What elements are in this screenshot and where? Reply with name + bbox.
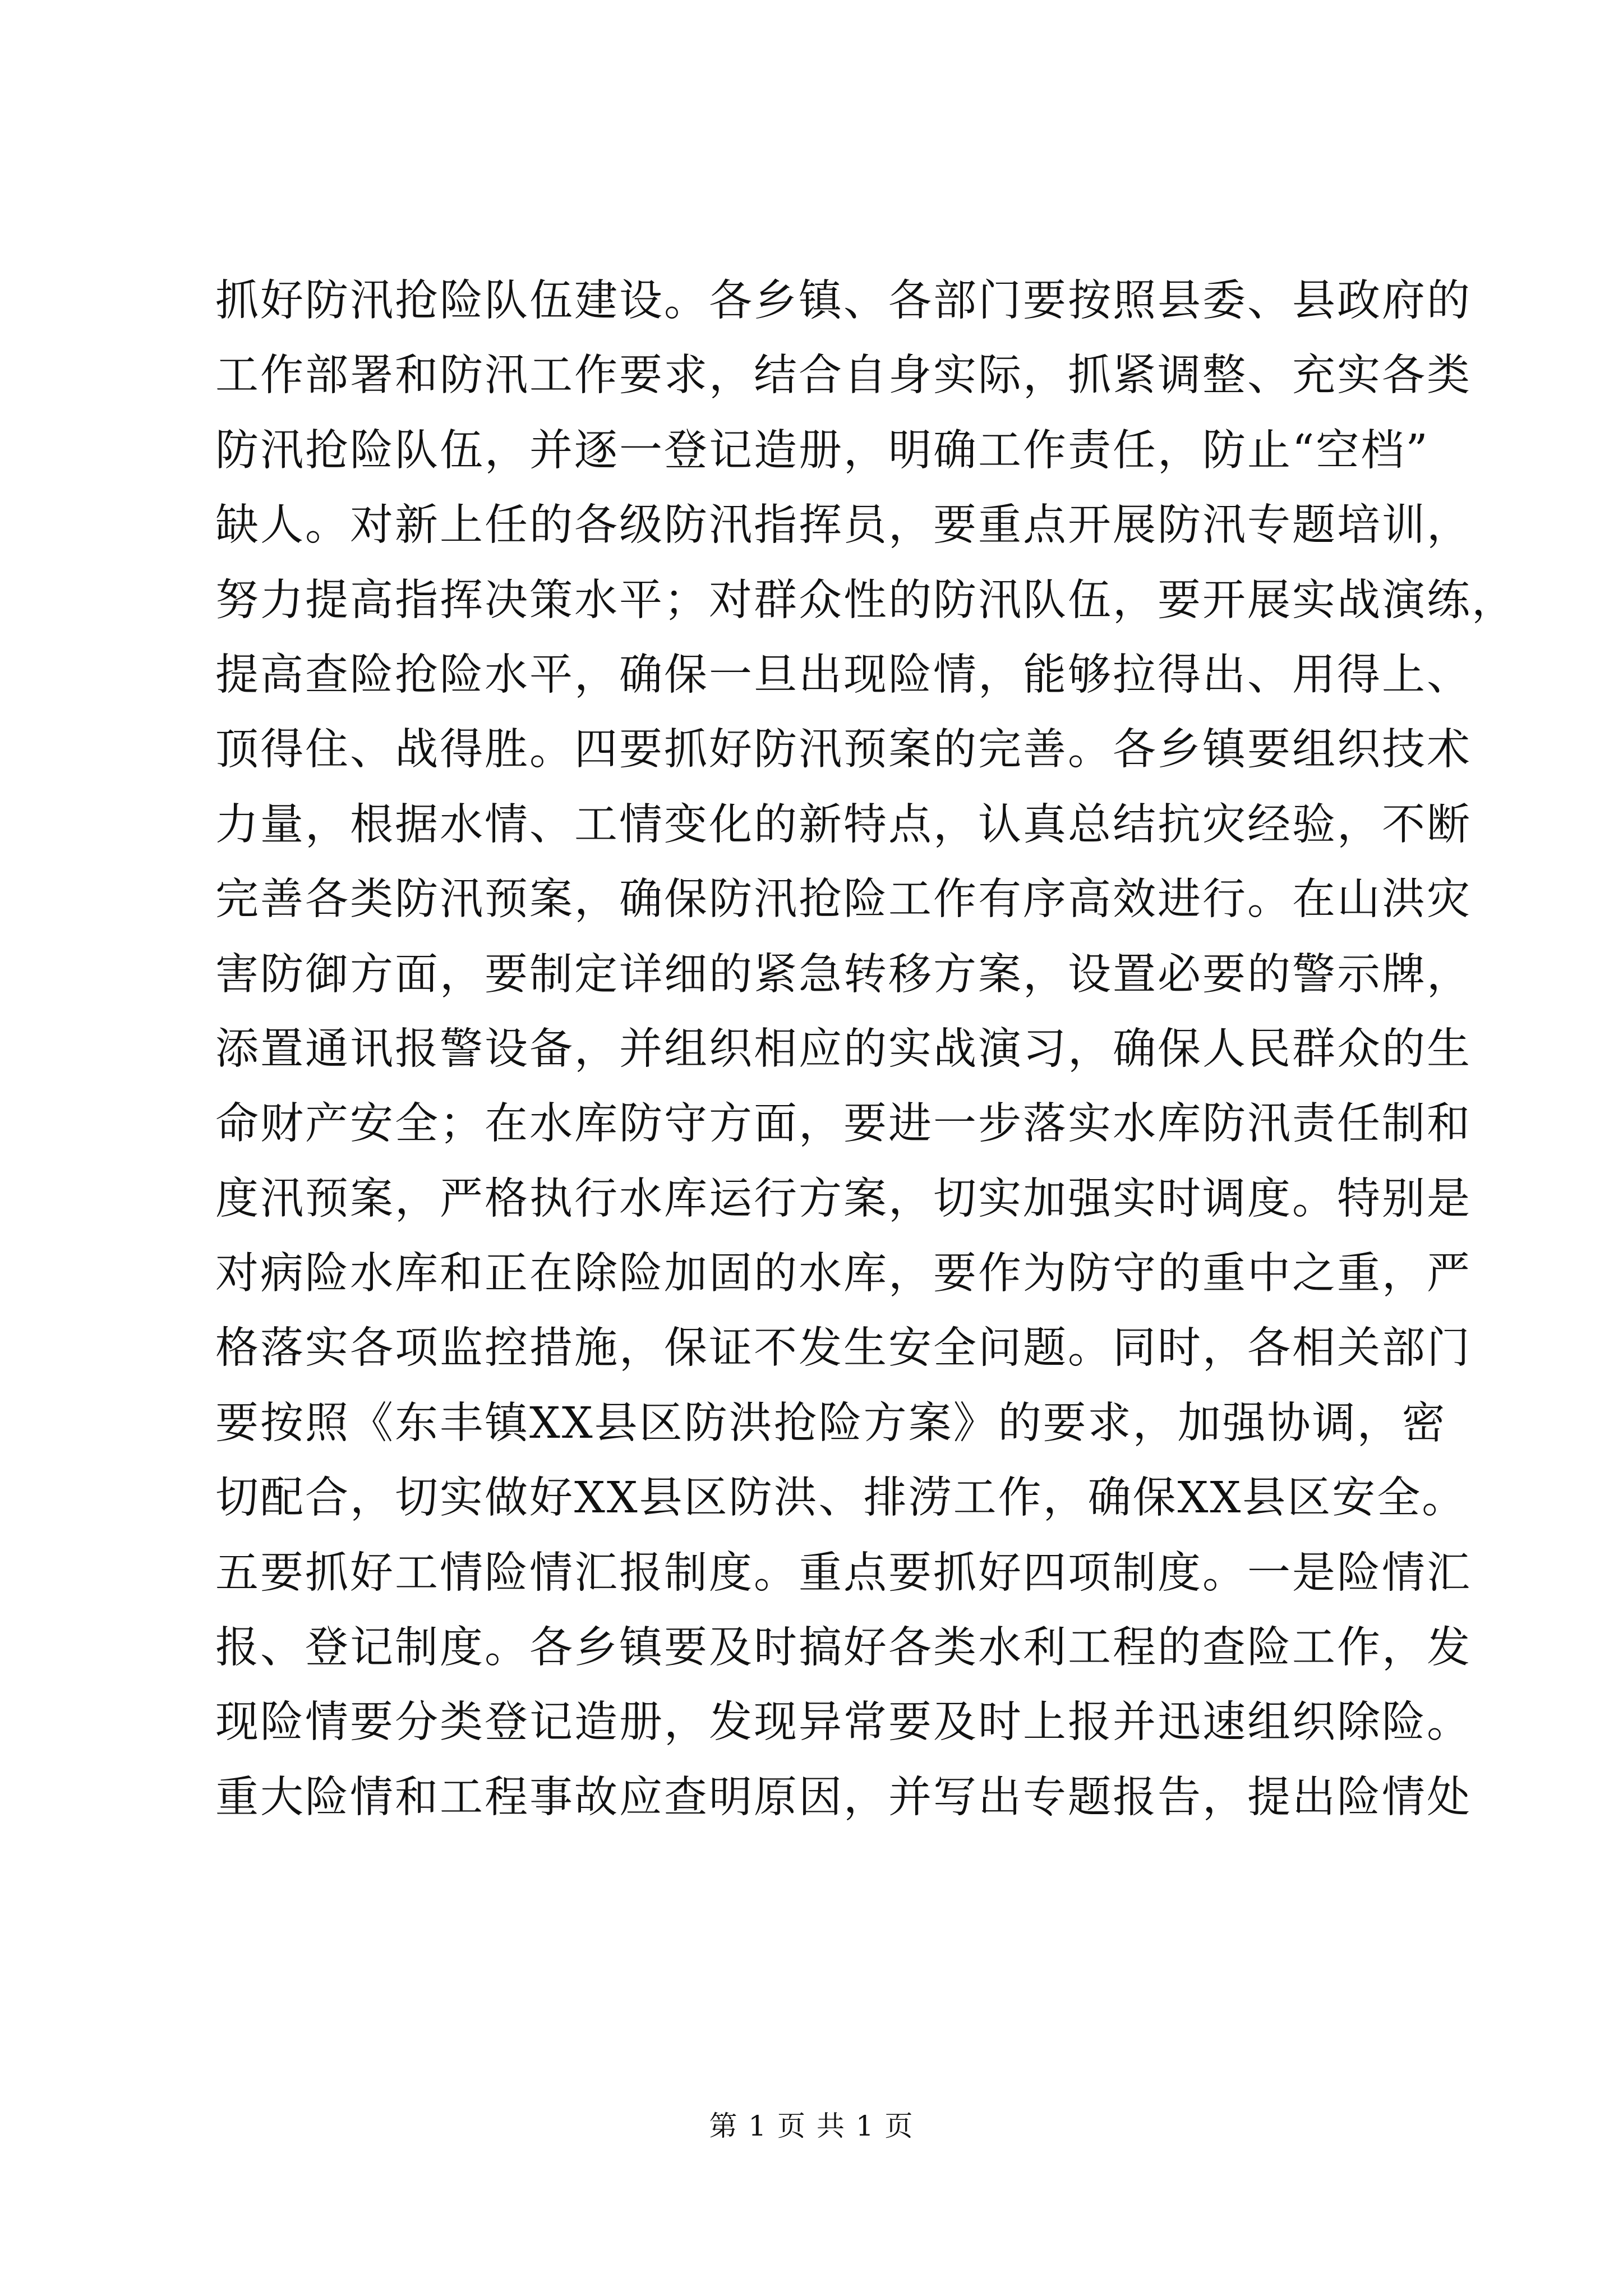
text-line: 重大险情和工程事故应查明原因，并写出专题报告，提出险情处 [215,1772,1472,1823]
text-line: 防汛抢险队伍，并逐一登记造册，明确工作责任，防止“空档” [215,425,1430,476]
text-line: 完善各类防汛预案，确保防汛抢险工作有序高效进行。在山洪灾 [215,875,1472,925]
text-line: 现险情要分类登记造册，发现异常要及时上报并迅速组织除险。 [215,1697,1472,1748]
text-line: 度汛预案，严格执行水库运行方案，切实加强实时调度。特别是 [215,1174,1472,1224]
text-line: 添置通讯报警设备，并组织相应的实战演习，确保人民群众的生 [215,1024,1472,1074]
text-line: 命财产安全；在水库防守方面，要进一步落实水库防汛责任制和 [215,1099,1472,1149]
body-text [215,264,1516,1835]
text-line: 要按照《东丰镇XX县区防洪抢险方案》的要求，加强协调，密 [215,1398,1447,1448]
text-line: 力量，根据水情、工情变化的新特点，认真总结抗灾经验，不断 [215,799,1472,850]
text-line: 缺人。对新上任的各级防汛指挥员，要重点开展防汛专题培训， [215,500,1472,551]
text-line: 格落实各项监控措施，保证不发生安全问题。同时，各相关部门 [215,1323,1472,1374]
text-line: 抓好防汛抢险队伍建设。各乡镇、各部门要按照县委、县政府的 [215,276,1472,326]
text-line: 报、登记制度。各乡镇要及时搞好各类水利工程的查险工作，发 [215,1623,1472,1673]
text-line: 顶得住、战得胜。四要抓好防汛预案的完善。各乡镇要组织技术 [215,725,1472,775]
text-line: 努力提高指挥决策水平；对群众性的防汛队伍，要开展实战演练， [215,575,1516,625]
page-number-footer: 第 1 页 共 1 页 [709,2110,914,2142]
text-line: 对病险水库和正在除险加固的水库，要作为防守的重中之重，严 [215,1249,1472,1299]
text-line: 提高查险抢险水平，确保一旦出现险情，能够拉得出、用得上、 [215,650,1472,700]
text-line: 害防御方面，要制定详细的紧急转移方案，设置必要的警示牌， [215,949,1472,1000]
text-line: 切配合，切实做好XX县区防洪、排涝工作，确保XX县区安全。 [215,1473,1467,1524]
text-line: 工作部署和防汛工作要求，结合自身实际，抓紧调整、充实各类 [215,351,1472,401]
text-line: 五要抓好工情险情汇报制度。重点要抓好四项制度。一是险情汇 [215,1548,1472,1598]
